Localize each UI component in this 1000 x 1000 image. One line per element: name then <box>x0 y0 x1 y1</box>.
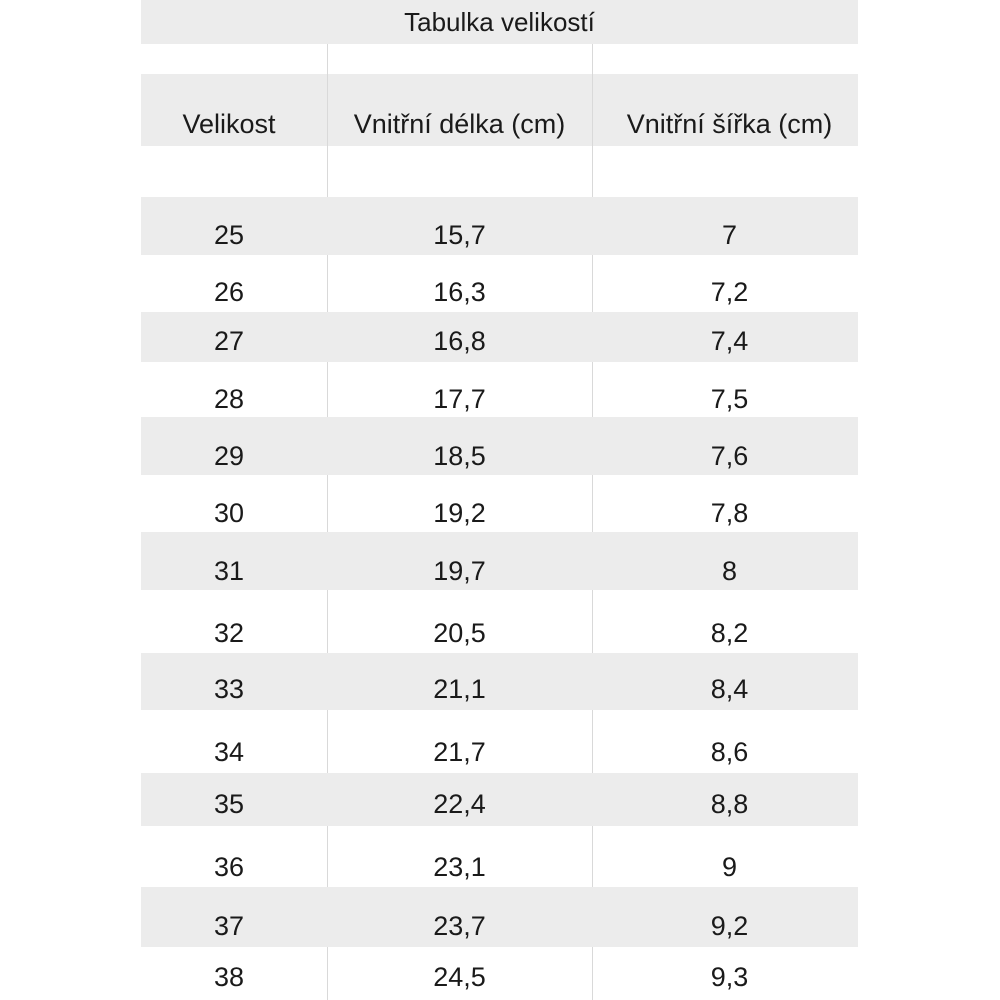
cell-inner-length: 21,7 <box>433 736 486 767</box>
header-inner-length: Vnitřní délka (cm) <box>353 108 566 139</box>
cell-inner-width: 8 <box>721 555 738 586</box>
header-spacer-top <box>141 44 858 74</box>
cell-size: 29 <box>213 440 245 471</box>
cell-inner-length: 23,7 <box>433 910 486 941</box>
cell-inner-width: 7,6 <box>710 440 749 471</box>
cell-inner-width: 8,6 <box>710 736 749 767</box>
header-size: Velikost <box>182 108 276 139</box>
cell-size: 26 <box>213 276 245 307</box>
cell-inner-width: 8,2 <box>710 617 749 648</box>
cell-inner-length: 16,8 <box>433 325 486 356</box>
cell-inner-length: 23,1 <box>433 851 486 882</box>
cell-size: 32 <box>213 617 245 648</box>
cell-inner-length: 24,5 <box>433 961 486 992</box>
cell-inner-length: 17,7 <box>433 383 486 414</box>
table-title: Tabulka velikostí <box>141 0 858 44</box>
cell-size: 28 <box>213 383 245 414</box>
cell-size: 35 <box>213 788 245 819</box>
cell-inner-length: 21,1 <box>433 673 486 704</box>
cell-inner-width: 9,3 <box>710 961 749 992</box>
header-inner-width: Vnitřní šířka (cm) <box>626 108 833 139</box>
cell-size: 34 <box>213 736 245 767</box>
cell-size: 33 <box>213 673 245 704</box>
cell-inner-width: 9 <box>721 851 738 882</box>
cell-inner-length: 20,5 <box>433 617 486 648</box>
cell-inner-width: 7,8 <box>710 497 749 528</box>
cell-inner-width: 7,5 <box>710 383 749 414</box>
cell-inner-width: 7,4 <box>710 325 749 356</box>
size-table <box>141 0 858 1000</box>
cell-size: 38 <box>213 961 245 992</box>
cell-inner-width: 9,2 <box>710 910 749 941</box>
cell-inner-width: 8,4 <box>710 673 749 704</box>
cell-inner-length: 16,3 <box>433 276 486 307</box>
cell-inner-length: 18,5 <box>433 440 486 471</box>
cell-inner-width: 7 <box>721 219 738 250</box>
cell-inner-width: 7,2 <box>710 276 749 307</box>
cell-size: 37 <box>213 910 245 941</box>
cell-size: 31 <box>213 555 245 586</box>
cell-size: 30 <box>213 497 245 528</box>
cell-inner-length: 19,2 <box>433 497 486 528</box>
header-spacer-bottom <box>141 146 858 197</box>
cell-inner-length: 22,4 <box>433 788 486 819</box>
cell-size: 25 <box>213 219 245 250</box>
cell-size: 27 <box>213 325 245 356</box>
cell-inner-length: 15,7 <box>433 219 486 250</box>
cell-size: 36 <box>213 851 245 882</box>
cell-inner-width: 8,8 <box>710 788 749 819</box>
cell-inner-length: 19,7 <box>433 555 486 586</box>
